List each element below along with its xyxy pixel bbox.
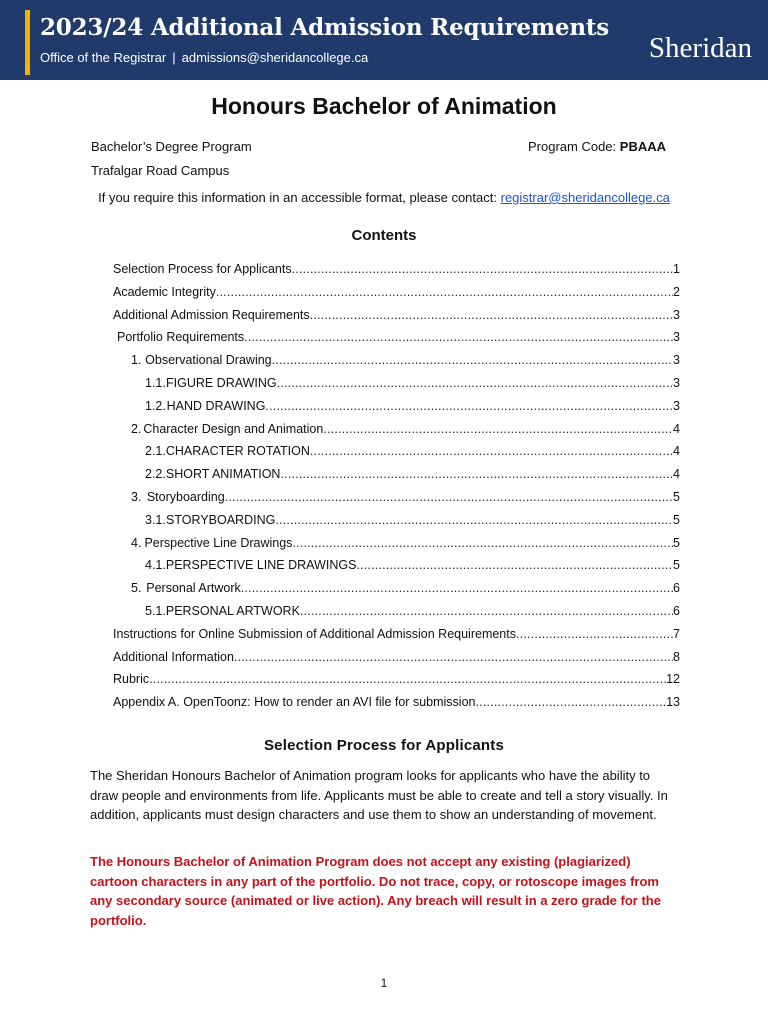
plagiarism-warning: The Honours Bachelor of Animation Program does not accept any existing (plagiarized) cartoon characters in any part of the portfolio. Do not trace, copy, or rotoscope images from any secondary source (animated or live action). Any breach will result in a zero grade for the portfolio. xyxy=(90,854,661,928)
toc-entry-page: 3 xyxy=(673,353,680,368)
header-accent-bar xyxy=(25,10,30,75)
toc-entry-page: 7 xyxy=(673,626,680,641)
toc-entry-page: 6 xyxy=(673,603,680,618)
selection-process-heading: Selection Process for Applicants xyxy=(263,737,505,754)
toc-leader-dots xyxy=(280,467,673,481)
toc-entry-label: Observational Drawing xyxy=(145,353,272,368)
toc-leader-dots xyxy=(292,536,673,550)
toc-entry[interactable] xyxy=(113,353,680,376)
program-code-label: Program Code: xyxy=(528,139,617,154)
toc-entry-number: 3. xyxy=(131,489,142,504)
toc-entry-label: STORYBOARDING xyxy=(166,512,276,527)
header-separator: | xyxy=(172,50,176,65)
toc-entry-page: 3 xyxy=(673,307,680,322)
toc-entry[interactable] xyxy=(113,672,680,695)
toc-entry[interactable] xyxy=(113,558,680,581)
sheridan-logo: Sheridan xyxy=(648,32,752,64)
program-type: Bachelor’s Degree Program xyxy=(91,139,252,154)
toc-entry[interactable] xyxy=(113,422,680,445)
accessibility-text: If you require this information in an accessible format, please contact: xyxy=(98,190,497,205)
toc-leader-dots xyxy=(323,422,673,436)
toc-entry-label: Additional Admission Requirements xyxy=(113,307,310,322)
toc-entry[interactable] xyxy=(113,330,680,353)
page-number: 1 xyxy=(380,976,388,990)
toc-entry[interactable] xyxy=(113,467,680,490)
toc-entry-label: CHARACTER ROTATION xyxy=(165,444,310,459)
toc-entry-page: 5 xyxy=(673,535,680,550)
toc-entry-page: 12 xyxy=(666,672,680,687)
toc-entry-label: Selection Process for Applicants xyxy=(113,262,292,276)
toc-entry[interactable] xyxy=(113,604,680,627)
toc-entry-number: 1.1. xyxy=(145,375,166,390)
toc-entry-page: 3 xyxy=(673,375,680,390)
campus-name: Trafalgar Road Campus xyxy=(91,163,230,178)
toc-leader-dots xyxy=(234,650,673,664)
toc-entry-page: 13 xyxy=(666,695,680,710)
toc-entry-page: 5 xyxy=(673,558,680,573)
toc-entry-label: Perspective Line Drawings xyxy=(144,535,293,550)
admissions-email[interactable]: admissions@sheridancollege.ca xyxy=(181,50,369,65)
toc-leader-dots xyxy=(216,285,673,299)
toc-leader-dots xyxy=(149,672,666,686)
toc-leader-dots xyxy=(277,376,673,390)
toc-entry[interactable] xyxy=(113,650,680,673)
header-title: 2023/24 Additional Admission Requirements xyxy=(40,14,610,41)
toc-entry-page: 4 xyxy=(673,444,680,459)
toc-entry-page: 5 xyxy=(673,512,680,527)
toc-leader-dots xyxy=(310,444,673,458)
toc-entry-page: 2 xyxy=(673,284,680,299)
office-name: Office of the Registrar xyxy=(40,50,167,65)
toc-entry-number: 1.2. xyxy=(145,398,166,413)
toc-entry[interactable] xyxy=(113,444,680,467)
toc-entry-page: 4 xyxy=(673,421,680,436)
toc-leader-dots xyxy=(225,490,673,504)
toc-entry-label: Portfolio Requirements xyxy=(117,330,245,345)
toc-entry[interactable] xyxy=(113,513,680,536)
toc-entry-label: FIGURE DRAWING xyxy=(165,375,277,390)
toc-entry-number: 5.1. xyxy=(145,603,166,618)
toc-entry-label: Character Design and Animation xyxy=(143,421,324,436)
toc-entry-page: 1 xyxy=(673,262,680,276)
toc-entry-label: PERSONAL ARTWORK xyxy=(165,603,300,618)
toc-entry-number: 2.2. xyxy=(145,467,166,482)
program-code xyxy=(528,139,666,154)
toc-leader-dots xyxy=(265,399,673,413)
toc-leader-dots xyxy=(292,262,673,276)
toc-leader-dots xyxy=(516,627,673,641)
toc-leader-dots xyxy=(275,513,673,527)
toc-entry-number: 4.1. xyxy=(145,558,166,573)
toc-entry-label: SHORT ANIMATION xyxy=(165,467,281,482)
toc-entry-number: 4. xyxy=(131,535,142,550)
toc-entry-page: 6 xyxy=(673,581,680,596)
toc-entry-number: 2. xyxy=(131,421,142,436)
toc-entry-label: PERSPECTIVE LINE DRAWINGS xyxy=(165,558,357,573)
toc-entry-number: 3.1. xyxy=(145,512,166,527)
toc-leader-dots xyxy=(241,581,673,595)
toc-entry-label: Instructions for Online Submission of Additional Admission Requirements xyxy=(113,626,516,641)
toc-entry[interactable] xyxy=(113,308,680,331)
toc-leader-dots xyxy=(272,353,673,367)
toc-entry[interactable] xyxy=(113,376,680,399)
toc-entry-number: 1. xyxy=(131,353,142,368)
toc-leader-dots xyxy=(356,558,673,572)
toc-entry-page: 4 xyxy=(673,467,680,482)
toc-entry[interactable] xyxy=(113,285,680,308)
toc-entry-label: Academic Integrity xyxy=(113,284,216,299)
toc-leader-dots xyxy=(310,308,673,322)
program-code-value: PBAAA xyxy=(619,139,667,154)
toc-entry[interactable] xyxy=(113,627,680,650)
toc-entry-label: Appendix A. OpenToonz: How to render an AVI file for submission xyxy=(113,695,476,710)
accessibility-note xyxy=(0,190,768,205)
toc-entry-label: HAND DRAWING xyxy=(166,398,266,413)
toc-entry[interactable] xyxy=(113,262,680,285)
document-title: Honours Bachelor of Animation xyxy=(211,93,557,119)
toc-entry-page: 8 xyxy=(673,649,680,664)
toc-leader-dots xyxy=(475,695,666,709)
toc-entry-page: 3 xyxy=(673,330,680,345)
selection-process-paragraph: The Sheridan Honours Bachelor of Animation program looks for applicants who have the ability to draw people and environments from life. Applicants must be able to create and tell a story visually. In addition, applicants must design characters and use them to show an understanding of movement. xyxy=(90,768,668,822)
toc-entry-label: Personal Artwork xyxy=(146,581,241,596)
toc-entry-label: Additional Information xyxy=(113,649,234,664)
toc-entry-label: Storyboarding xyxy=(146,489,225,504)
toc-entry-page: 3 xyxy=(673,398,680,413)
table-of-contents xyxy=(113,262,680,718)
toc-leader-dots xyxy=(244,330,673,344)
toc-entry[interactable] xyxy=(113,399,680,422)
registrar-email-link[interactable]: registrar@sheridancollege.ca xyxy=(500,190,670,205)
toc-entry[interactable] xyxy=(113,536,680,559)
contents-heading: Contents xyxy=(351,227,417,244)
toc-entry-number: 2.1. xyxy=(145,444,166,459)
toc-leader-dots xyxy=(300,604,673,618)
toc-entry[interactable] xyxy=(113,581,680,604)
toc-entry-number: 5. xyxy=(131,581,142,596)
toc-entry[interactable] xyxy=(113,695,680,718)
document-header xyxy=(0,0,768,80)
toc-entry-label: Rubric xyxy=(113,672,150,687)
toc-entry[interactable] xyxy=(113,490,680,513)
toc-entry-page: 5 xyxy=(673,489,680,504)
header-subtitle xyxy=(40,50,368,65)
